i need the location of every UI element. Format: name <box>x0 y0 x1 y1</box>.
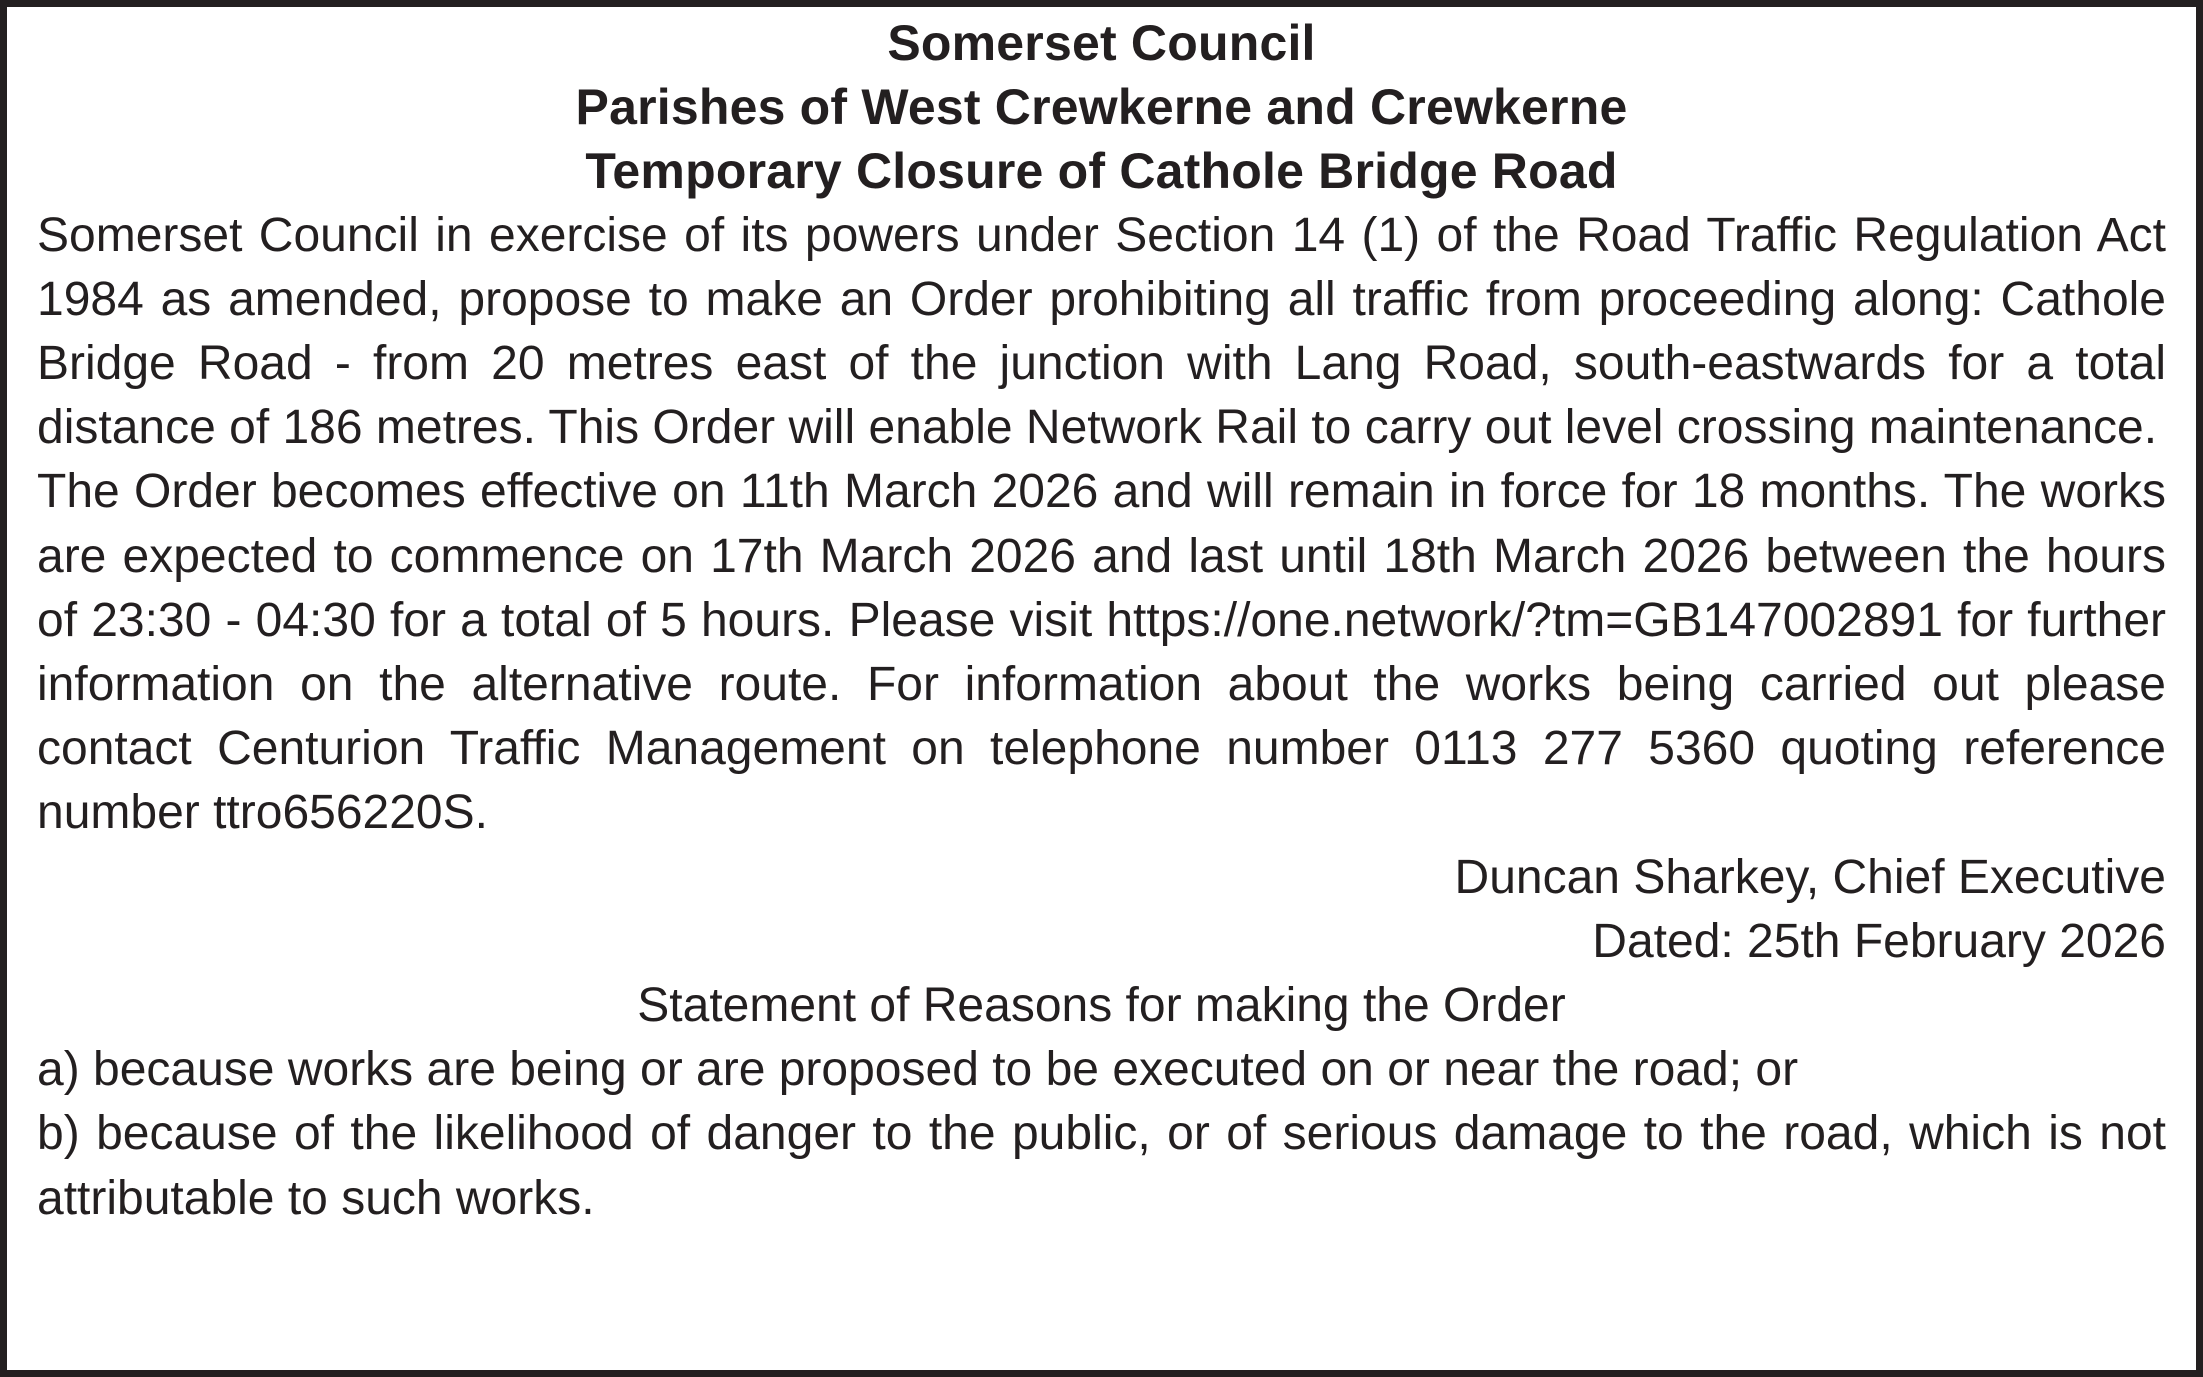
order-paragraph: Somerset Council in exercise of its powers under Section 14 (1) of the Road Traffic Regulation Act 1984 as amended, propose to make an Order prohibiting all traffic from proceeding along: Cathole Bridge Road - from 20 metres east of the junction with Lang Road, south-eastwards for a total distance of 186 metres. This Order will enable Network Rail to carry out level crossing maintenance. <box>37 208 2166 455</box>
signatory: Duncan Sharkey, Chief Executive <box>1454 850 2166 904</box>
notice-title: Somerset Council <box>887 15 1316 71</box>
reasons-title: Statement of Reasons for making the Order <box>637 979 1566 1033</box>
date-line: Dated: 25th February 2026 <box>1592 914 2166 968</box>
reason-b: b) because of the likelihood of danger to the public, or of serious damage to the road, which is not attributable to such works. <box>37 1107 2166 1225</box>
effective-paragraph: The Order becomes effective on 11th March 2026 and will remain in force for 18 months. The works are expected to commence on 17th March 2026 and last until 18th March 2026 between the hours of 23:30 - 04:30 for a total of 5 hours. Please visit https://one.network/?tm=GB147002891 for further information on the alternative route. For information about the works being carried out please contact Centurion Traffic Management on telephone number 0113 277 5360 quoting reference number ttro656220S. <box>37 465 2166 840</box>
notice-parishes: Parishes of West Crewkerne and Crewkerne <box>575 79 1628 136</box>
notice-subject: Temporary Closure of Cathole Bridge Road <box>585 143 1618 200</box>
reason-a: a) because works are being or are proposed to be executed on or near the road; or <box>37 1043 1799 1097</box>
